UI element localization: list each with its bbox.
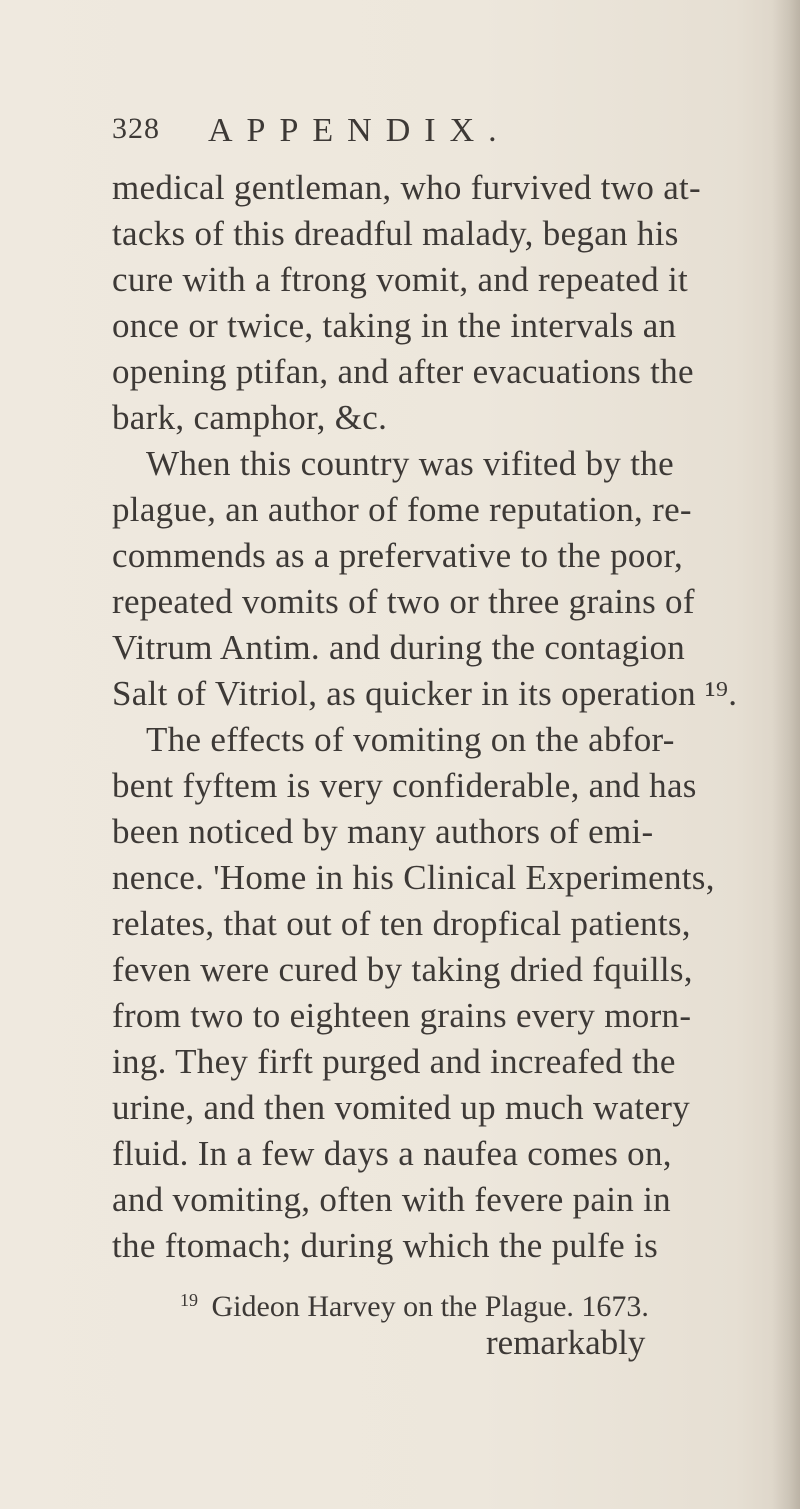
text-line: cure with a ftrong vomit, and repeated it [112,260,688,299]
text-line: medical gentleman, who furvived two at- [112,168,702,207]
text-line: bent fyftem is very confiderable, and has [112,766,697,805]
footnote [0,1280,800,1323]
text-line: plague, an author of fome reputation, re- [112,490,692,529]
catchword: remarkably [486,1323,646,1362]
footnote-text: Gideon Harvey on the Plague. 1673. [211,1290,649,1323]
text-line: fluid. In a few days a naufea comes on, [112,1134,672,1173]
text-line: relates, that out of ten dropfical patients, [112,904,691,943]
text-line: bark, camphor, &c. [112,398,388,437]
text-line: urine, and then vomited up much watery [112,1088,691,1127]
text-line: The effects of vomiting on the abfor- [146,720,675,759]
text-line: repeated vomits of two or three grains of [112,582,695,621]
footnote-mark: 19 [180,1290,198,1310]
text-line: feven were cured by taking dried fquills, [112,950,693,989]
page-number: 328 [112,112,160,145]
text-line: Vitrum Antim. and during the contagion [112,628,686,667]
text-line: from two to eighteen grains every morn- [112,996,692,1035]
text-line: once or twice, taking in the intervals an [112,306,677,345]
text-line: tacks of this dreadful malady, began his [112,214,679,253]
text-line: nence. 'Home in his Clinical Experiments, [112,858,715,897]
text-line: When this country was vifited by the [146,444,674,483]
running-head: APPENDIX. [208,112,511,149]
footnote-line [180,1280,649,1327]
text-line: been noticed by many authors of emi- [112,812,654,851]
text-line: ing. They firft purged and increafed the [112,1042,676,1081]
text-line: Salt of Vitriol, as quicker in its operation ¹⁹. [112,674,738,713]
text-line: opening ptifan, and after evacuations the [112,352,694,391]
text-line: commends as a prefervative to the poor, [112,536,684,575]
text-line: the ftomach; during which the pulfe is [112,1226,658,1265]
text-line: and vomiting, often with fevere pain in [112,1180,671,1219]
page-header [112,112,732,162]
